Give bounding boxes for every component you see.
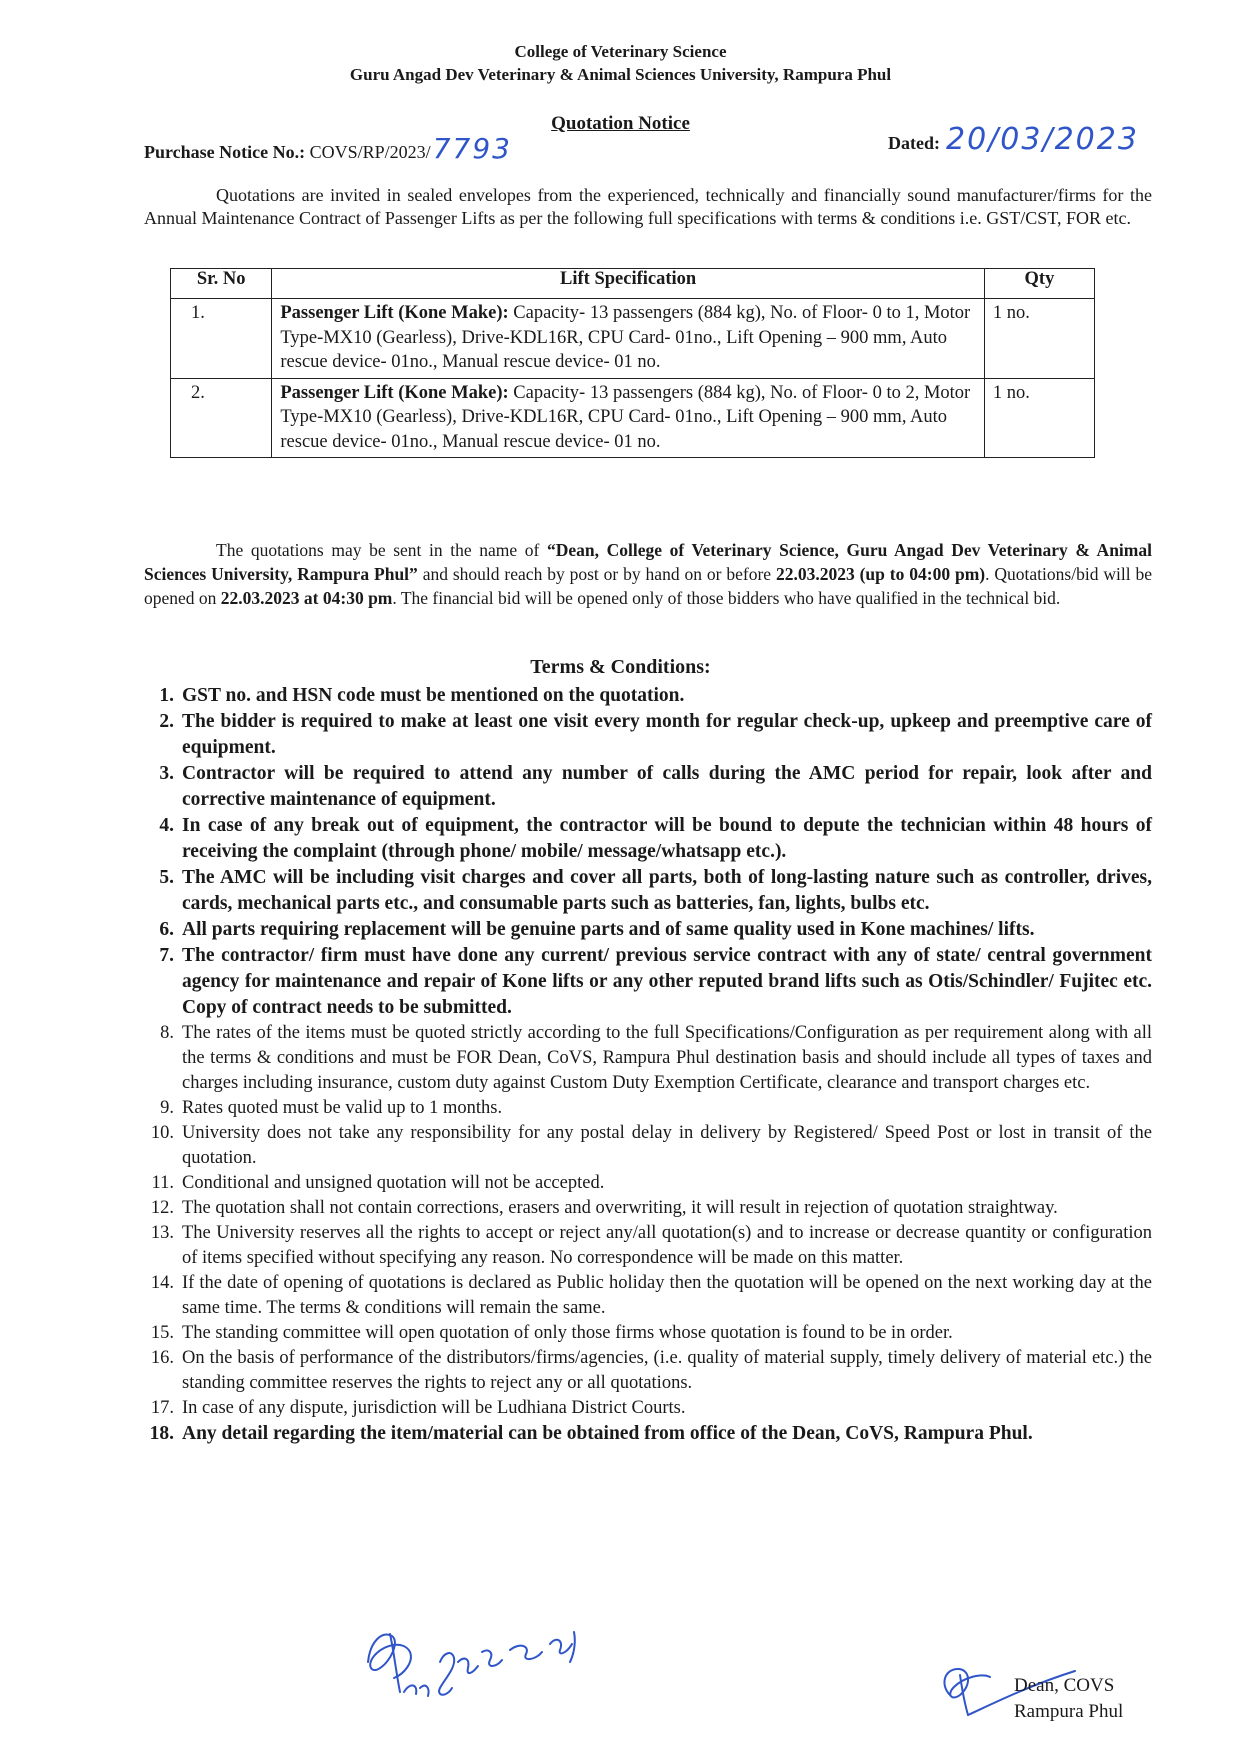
table-row <box>171 299 1095 379</box>
row-qty: 1 no. <box>984 299 1094 379</box>
term-number: 16. <box>150 1348 174 1368</box>
submission-addressee: “Dean, College of Veterinary Science, Guru Angad Dev Veterinary & Animal Sciences University, Rampura Phul” <box>144 540 1152 584</box>
term-text: University does not take any responsibility for any postal delay in delivery by Registered/ Speed Post or lost in transit of the quotation. <box>182 1123 1152 1168</box>
term-number: 17. <box>150 1398 174 1418</box>
handwritten-signature-left <box>360 1622 590 1708</box>
row-item-title: Passenger Lift (Kone Make): <box>280 382 509 403</box>
term-text: Contractor will be required to attend any number of calls during the AMC period for repair, look after and corrective maintenance of equipment. <box>182 763 1152 810</box>
header-qty: Qty <box>984 269 1094 299</box>
term-number: 2. <box>159 711 174 732</box>
term-text: The University reserves all the rights to accept or reject any/all quotation(s) and to increase or decrease quantity or configuration of items specified without specifying any reason. No correspondence will be made on this matter. <box>182 1223 1152 1268</box>
signatory-block <box>1014 1673 1123 1725</box>
submission-paragraph <box>144 538 1152 610</box>
signatory-title: Dean, COVS <box>1014 1675 1115 1696</box>
term-number: 18. <box>149 1423 174 1444</box>
term-text: The contractor/ firm must have done any current/ previous service contract with any of state/ central government agency for maintenance and repair of Kone lifts or any other reputed brand lifts such as Otis/Schindler/ Fujitec etc. Copy of contract needs to be submitted. <box>182 945 1152 1018</box>
terms-list-item <box>144 1171 1152 1196</box>
term-text: Rates quoted must be valid up to 1 months. <box>182 1098 503 1118</box>
term-number: 1. <box>159 685 174 706</box>
purchase-notice-label: Purchase Notice No.: <box>144 142 306 162</box>
term-number: 4. <box>159 815 174 836</box>
dated-label: Dated: <box>888 133 940 153</box>
terms-list-item <box>144 1221 1152 1271</box>
term-text: The standing committee will open quotation of only those firms whose quotation is found to be in order. <box>182 1323 953 1343</box>
term-text: All parts requiring replacement will be genuine parts and of same quality used in Kone machines/ lifts. <box>182 919 1035 940</box>
term-text: The quotation shall not contain corrections, erasers and overwriting, it will result in rejection of quotation straightway. <box>182 1198 1058 1218</box>
term-number: 7. <box>159 945 174 966</box>
row-sr-no: 2. <box>171 378 272 458</box>
term-number: 11. <box>151 1173 174 1193</box>
term-number: 14. <box>150 1273 174 1293</box>
row-specification <box>272 378 984 458</box>
terms-list-item <box>144 1396 1152 1421</box>
term-number: 9. <box>160 1098 174 1118</box>
term-text: If the date of opening of quotations is declared as Public holiday then the quotation will be opened on the next working day at the same time. The terms & conditions will remain the same. <box>182 1273 1152 1318</box>
term-text: Any detail regarding the item/material can be obtained from office of the Dean, CoVS, Rampura Phul. <box>182 1423 1033 1444</box>
row-sr-no: 1. <box>171 299 272 379</box>
terms-list-item <box>144 709 1152 761</box>
terms-list-item <box>144 1346 1152 1396</box>
terms-list-item <box>144 1421 1152 1447</box>
terms-list-item <box>144 683 1152 709</box>
header-lift-specification: Lift Specification <box>272 269 984 299</box>
submission-text-2: and should reach by post or by hand on or before <box>417 564 776 584</box>
signature-left-drawing <box>360 1622 590 1708</box>
terms-list-item <box>144 943 1152 1021</box>
handwritten-notice-suffix: 7793 <box>432 132 512 165</box>
term-number: 3. <box>159 763 174 784</box>
term-text: The rates of the items must be quoted strictly according to the full Specifications/Configuration as per requirement along with all the terms & conditions and must be FOR Dean, CoVS, Rampura Phul destination basis and should include all types of taxes and charges including insurance, custom duty against Custom Duty Exemption Certificate, clearance and transport charges etc. <box>182 1023 1152 1093</box>
terms-title: Terms & Conditions: <box>530 656 711 678</box>
term-text: In case of any dispute, jurisdiction will be Ludhiana District Courts. <box>182 1398 686 1418</box>
row-item-details: Capacity- 13 passengers (884 kg), No. of Floor- 0 to 2, Motor Type-MX10 (Gearless), Drive-KDL16R, CPU Card- 01no., Lift Opening – 900 mm, Auto rescue device- 01no., Manual rescue device- 01 no. <box>280 382 971 452</box>
terms-list-item <box>144 1121 1152 1171</box>
bid-opening-time: 22.03.2023 at 04:30 pm <box>220 588 393 608</box>
intro-paragraph: Quotations are invited in sealed envelopes from the experienced, technically and financially sound manufacturer/firms for the Annual Maintenance Contract of Passenger Lifts as per the following full specifications with terms & conditions i.e. GST/CST, FOR etc. <box>144 185 1152 228</box>
term-number: 5. <box>159 867 174 888</box>
terms-list-item <box>144 1271 1152 1321</box>
terms-list-item <box>144 917 1152 943</box>
term-number: 13. <box>150 1223 174 1243</box>
terms-list-item <box>144 865 1152 917</box>
term-text: The bidder is required to make at least one visit every month for regular check-up, upkeep and preemptive care of equipment. <box>182 711 1152 758</box>
row-qty: 1 no. <box>984 378 1094 458</box>
university-name: Guru Angad Dev Veterinary & Animal Sciences University, Rampura Phul <box>349 65 892 84</box>
notice-date <box>888 122 1139 157</box>
term-text: Conditional and unsigned quotation will not be accepted. <box>182 1173 605 1193</box>
submission-text-4: . The financial bid will be opened only of those bidders who have qualified in the technical bid. <box>392 588 1061 608</box>
term-text: In case of any break out of equipment, the contractor will be bound to depute the technician within 48 hours of receiving the complaint (through phone/ mobile/ message/whatsapp etc.). <box>182 815 1152 862</box>
term-number: 8. <box>160 1023 174 1043</box>
row-item-details: Capacity- 13 passengers (884 kg), No. of Floor- 0 to 1, Motor Type-MX10 (Gearless), Drive-KDL16R, CPU Card- 01no., Lift Opening – 900 mm, Auto rescue device- 01no., Manual rescue device- 01 no. <box>280 303 971 372</box>
row-item-title: Passenger Lift (Kone Make): <box>280 303 509 323</box>
term-text: The AMC will be including visit charges and cover all parts, both of long-lasting nature such as controller, drives, cards, mechanical parts etc., and consumable parts such as batteries, fan, lights, bulbs etc. <box>182 867 1152 914</box>
terms-list-item <box>144 1321 1152 1346</box>
notice-title: Quotation Notice <box>551 113 690 134</box>
purchase-notice-number <box>144 132 512 165</box>
terms-list-item <box>144 1021 1152 1096</box>
table-header-row <box>171 269 1095 299</box>
institution-header <box>0 40 1241 86</box>
handwritten-date: 20/03/2023 <box>946 122 1139 157</box>
submission-text-1: The quotations may be sent in the name of <box>216 540 547 560</box>
signatory-location: Rampura Phul <box>1014 1701 1124 1722</box>
terms-list <box>144 683 1152 1447</box>
term-text: On the basis of performance of the distributors/firms/agencies, (i.e. quality of material supply, timely delivery of material etc.) the standing committee reserves the rights to reject any or all quotations. <box>182 1348 1152 1393</box>
term-number: 12. <box>150 1198 174 1218</box>
college-name: College of Veterinary Science <box>514 42 727 61</box>
term-number: 6. <box>159 919 174 940</box>
header-sr-no: Sr. No <box>171 269 272 299</box>
submission-deadline: 22.03.2023 (up to 04:00 pm) <box>775 564 986 584</box>
terms-list-item <box>144 1196 1152 1221</box>
terms-list-item <box>144 813 1152 865</box>
terms-list-item <box>144 761 1152 813</box>
submission-text-3: . Quotations/bid will be opened on <box>144 564 1152 608</box>
purchase-notice-prefix: COVS/RP/2023/ <box>309 142 431 162</box>
lift-specification-table <box>170 268 1095 458</box>
term-number: 10. <box>150 1123 174 1143</box>
term-number: 15. <box>150 1323 174 1343</box>
terms-list-item <box>144 1096 1152 1121</box>
table-row <box>171 378 1095 458</box>
term-text: GST no. and HSN code must be mentioned on the quotation. <box>182 685 685 706</box>
row-specification <box>272 299 984 379</box>
